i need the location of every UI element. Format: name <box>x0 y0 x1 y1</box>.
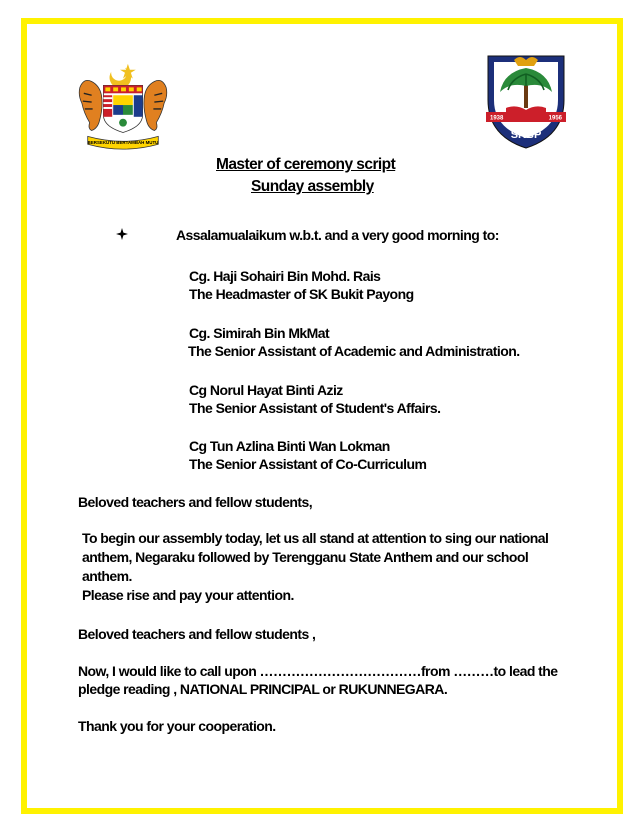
svg-text:BERSEKUTU BERTAMBAH MUTU: BERSEKUTU BERTAMBAH MUTU <box>87 140 159 146</box>
closing-line: Thank you for your cooperation. <box>78 718 276 734</box>
paragraph-1-line-1: To begin our assembly today, let us all stand at attention to sing our national <box>82 530 549 546</box>
guest-1-role: The Headmaster of SK Bukit Payong <box>189 286 414 302</box>
paragraph-2-line-1: Now, I would like to call upon ………………………………from ………to lead the <box>78 663 558 679</box>
document-subtitle: Sunday assembly <box>251 178 374 195</box>
svg-text:1956: 1956 <box>548 115 562 122</box>
coat-of-arms-logo <box>74 58 172 156</box>
paragraph-1-line-3: anthem. <box>82 568 132 584</box>
guest-3-name: Cg Norul Hayat Binti Aziz <box>189 382 343 398</box>
paragraph-1-line-2: anthem, Negaraku followed by Terengganu State Anthem and our school <box>82 549 529 565</box>
svg-text:SKBP: SKBP <box>510 129 542 141</box>
diamond-bullet-icon <box>116 228 128 240</box>
paragraph-1-line-4: Please rise and pay your attention. <box>82 587 294 603</box>
document-title: Master of ceremony script <box>216 156 396 173</box>
greeting-line: Assalamualaikum w.b.t. and a very good morning to: <box>176 227 499 243</box>
svg-text:1938: 1938 <box>490 115 504 122</box>
guest-3-role: The Senior Assistant of Student's Affairs. <box>189 400 441 416</box>
guest-2-role: The Senior Assistant of Academic and Administration. <box>188 343 520 359</box>
guest-1-name: Cg. Haji Sohairi Bin Mohd. Rais <box>189 268 381 284</box>
guest-2-name: Cg. Simirah Bin MkMat <box>189 325 330 341</box>
address-line-1: Beloved teachers and fellow students, <box>78 494 313 510</box>
guest-4-role: The Senior Assistant of Co-Curriculum <box>189 456 427 472</box>
guest-4-name: Cg Tun Azlina Binti Wan Lokman <box>189 438 390 454</box>
address-line-2: Beloved teachers and fellow students , <box>78 626 316 642</box>
paragraph-2-line-2: pledge reading , NATIONAL PRINCIPAL or RUKUNNEGARA. <box>78 681 448 697</box>
school-badge-logo <box>484 52 568 152</box>
